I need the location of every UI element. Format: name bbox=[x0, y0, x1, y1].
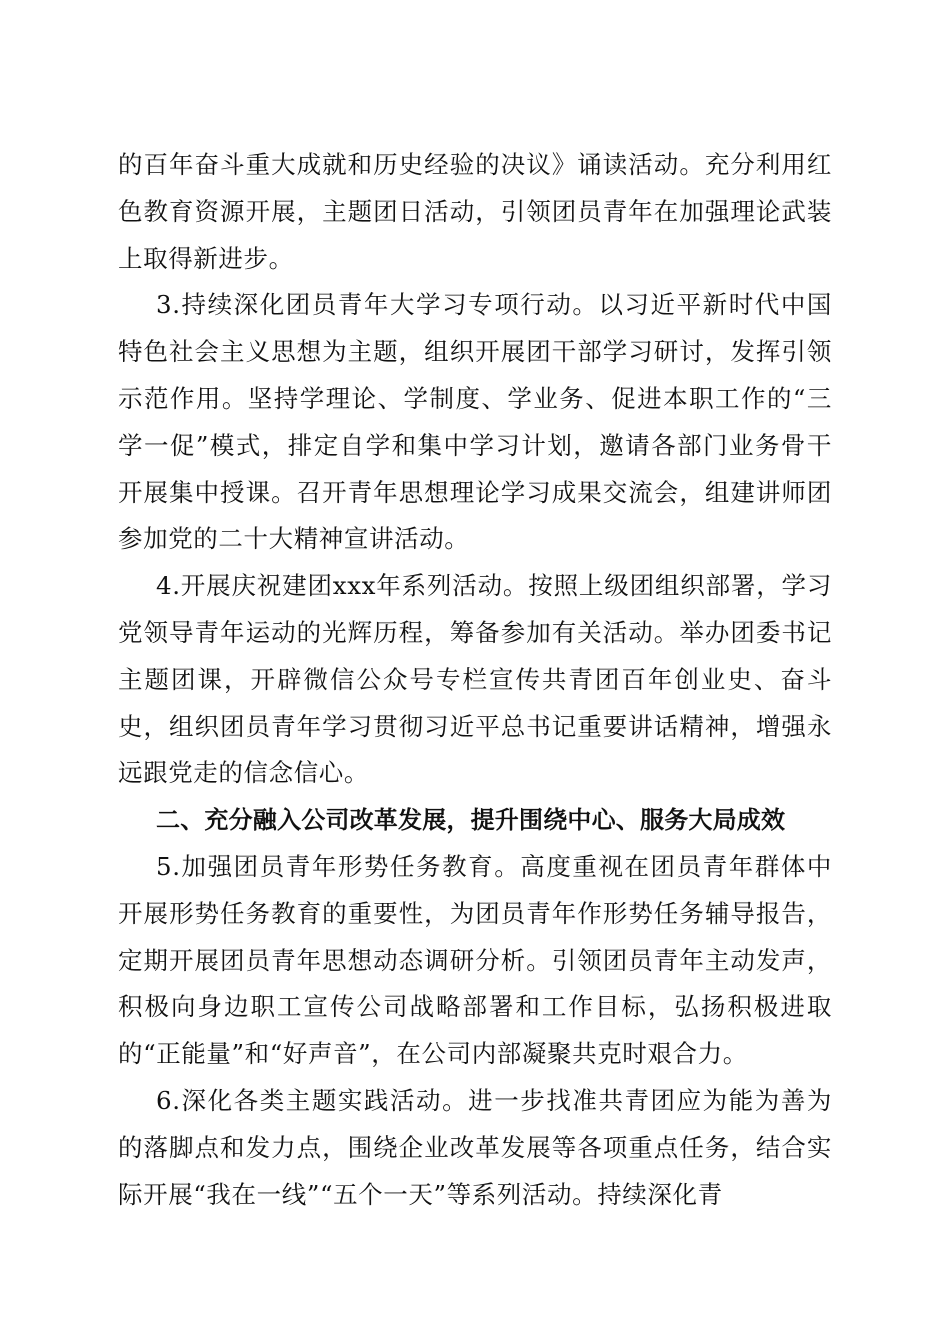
paragraph-item-3-youth-study: 3.持续深化团员青年大学习专项行动。以习近平新时代中国特色社会主义思想为主题，组织开展团干部学习研讨，发挥引领示范作用。坚持学理论、学制度、学业务、促进本职工作的“三学一促”模式，排定自学和集中学习计划，邀请各部门业务骨干开展集中授课。召开青年思想理论学习成果交流会，组建讲师团参加党的二十大精神宣讲活动。 bbox=[118, 290, 832, 554]
paragraph-resolution-reading: 的百年奋斗重大成就和历史经验的决议》诵读活动。充分利用红色教育资源开展，主题团日活动，引领团员青年在加强理论武装上取得新进步。 bbox=[118, 150, 832, 273]
document-body bbox=[118, 142, 832, 1218]
paragraph-item-6-practice-activities: 6.深化各类主题实践活动。进一步找准共青团应为能为善为的落脚点和发力点，围绕企业改革发展等各项重点任务，结合实际开展“我在一线”“五个一天”等系列活动。持续深化青 bbox=[118, 1085, 832, 1209]
section-heading-2: 二、充分融入公司改革发展，提升围绕中心、服务大局成效 bbox=[156, 806, 786, 835]
paragraph-item-5-situation-education: 5.加强团员青年形势任务教育。高度重视在团员青年群体中开展形势任务教育的重要性，为团员青年作形势任务辅导报告，定期开展团员青年思想动态调研分析。引领团员青年主动发声，积极向身边职工宣传公司战略部署和工作目标，弘扬积极进取的“正能量”和“好声音”，在公司内部凝聚共克时艰合力。 bbox=[118, 851, 832, 1069]
paragraph-item-4-league-anniversary: 4.开展庆祝建团xxx年系列活动。按照上级团组织部署，学习党领导青年运动的光辉历程，筹备参加有关活动。举办团委书记主题团课，开辟微信公众号专栏宣传共青团百年创业史、奋斗史，组织团员青年学习贯彻习近平总书记重要讲话精神，增强永远跟党走的信念信心。 bbox=[118, 571, 832, 788]
